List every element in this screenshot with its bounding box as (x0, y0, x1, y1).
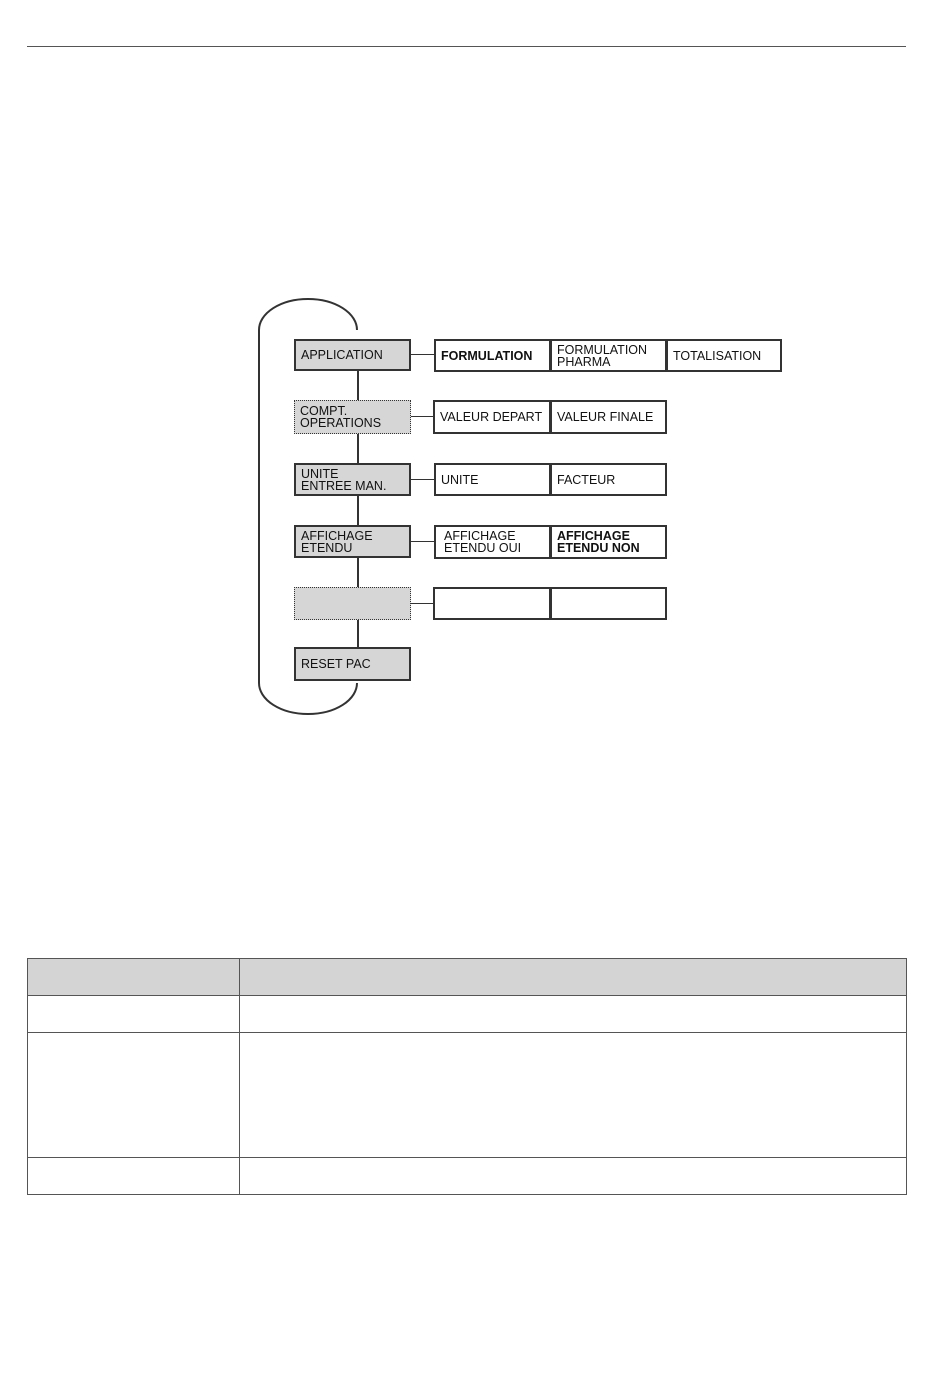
table-header-cell (28, 959, 240, 996)
option-formulation[interactable]: FORMULATION (434, 339, 551, 372)
option-connector (411, 603, 433, 604)
menu-item-compt-operations[interactable]: COMPT. OPERATIONS (294, 400, 411, 434)
table-row (28, 996, 907, 1033)
option-formulation-pharma[interactable]: FORMULATION PHARMA (550, 339, 667, 372)
option-facteur[interactable]: FACTEUR (550, 463, 667, 496)
table-header-row (28, 959, 907, 996)
menu-item-blank[interactable] (294, 587, 411, 620)
option-connector (411, 416, 433, 417)
table-cell (28, 996, 240, 1033)
menu-item-application[interactable]: APPLICATION (294, 339, 411, 371)
menu-connector (357, 371, 359, 400)
table-cell (240, 1033, 907, 1158)
table-cell (28, 1158, 240, 1195)
menu-connector (357, 620, 359, 647)
option-valeur-finale[interactable]: VALEUR FINALE (550, 400, 667, 434)
menu-connector (357, 434, 359, 463)
table-cell (240, 996, 907, 1033)
table-header-cell (240, 959, 907, 996)
menu-item-affichage-etendu[interactable]: AFFICHAGE ETENDU (294, 525, 411, 558)
info-table (27, 958, 907, 1195)
table-cell (240, 1158, 907, 1195)
table-row (28, 1158, 907, 1195)
option-connector (411, 354, 434, 355)
table-row (28, 1033, 907, 1158)
option-totalisation[interactable]: TOTALISATION (666, 339, 782, 372)
option-connector (411, 479, 434, 480)
option-blank-1[interactable] (433, 587, 551, 620)
option-connector (411, 541, 434, 542)
option-valeur-depart[interactable]: VALEUR DEPART (433, 400, 551, 434)
menu-connector (357, 558, 359, 587)
menu-connector (357, 496, 359, 525)
menu-item-reset-pac[interactable]: RESET PAC (294, 647, 411, 681)
menu-item-unite-entree-man[interactable]: UNITE ENTREE MAN. (294, 463, 411, 496)
option-unite[interactable]: UNITE (434, 463, 551, 496)
option-blank-2[interactable] (550, 587, 667, 620)
option-affichage-etendu-oui[interactable]: AFFICHAGE ETENDU OUI (434, 525, 551, 559)
table-cell (28, 1033, 240, 1158)
option-affichage-etendu-non[interactable]: AFFICHAGE ETENDU NON (550, 525, 667, 559)
